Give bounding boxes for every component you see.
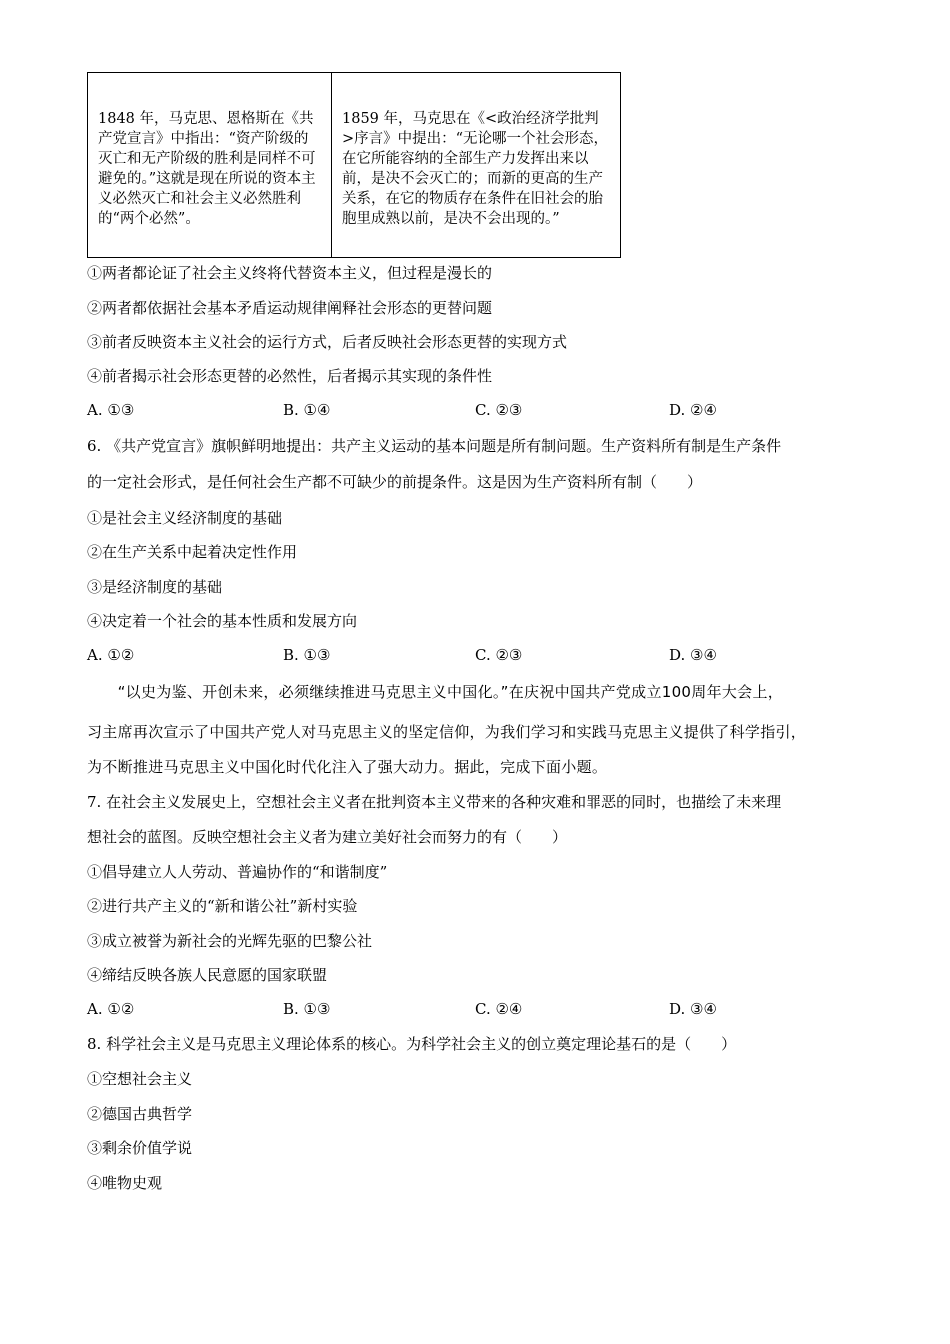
q5-item-4: ④前者揭示社会形态更替的必然性，后者揭示其实现的条件性	[87, 367, 493, 385]
q7-item-2: ②进行共产主义的“新和谐公社”新村实验	[87, 897, 358, 915]
q6-item-2: ②在生产关系中起着决定性作用	[87, 543, 298, 561]
q7-option-a[interactable]: A. ①②	[87, 1000, 135, 1018]
passage-line-2: 习主席再次宣示了中国共产党人对马克思主义的坚定信仰，为我们学习和实践马克思主义提供了科学指引，	[87, 723, 807, 741]
q6-option-c[interactable]: C. ②③	[475, 646, 523, 664]
q6-item-3: ③是经济制度的基础	[87, 578, 223, 596]
q6-item-1: ①是社会主义经济制度的基础	[87, 509, 283, 527]
q5-item-2: ②两者都依据社会基本矛盾运动规律阐释社会形态的更替问题	[87, 299, 493, 317]
q8-item-4: ④唯物史观	[87, 1174, 163, 1192]
q5-option-d[interactable]: D. ②④	[669, 401, 717, 419]
passage-line-3: 为不断推进马克思主义中国化时代化注入了强大动力。据此，完成下面小题。	[87, 758, 608, 776]
q5-options	[87, 400, 787, 420]
q7-stem-line-2: 想社会的蓝图。反映空想社会主义者为建立美好社会而努力的有（ ）	[87, 828, 568, 846]
q8-item-3: ③剩余价值学说	[87, 1139, 193, 1157]
q5-item-1: ①两者都论证了社会主义终将代替资本主义，但过程是漫长的	[87, 264, 493, 282]
q6-option-b[interactable]: B. ①③	[283, 646, 331, 664]
q6-item-4: ④决定着一个社会的基本性质和发展方向	[87, 612, 358, 630]
q6-option-a[interactable]: A. ①②	[87, 646, 135, 664]
passage-line-1: “以史为鉴、开创未来，必须继续推进马克思主义中国化。”在庆祝中国共产党成立100周年大会上，	[87, 683, 784, 701]
q7-option-c[interactable]: C. ②④	[475, 1000, 523, 1018]
q6-stem-line-1: 6. 《共产党宣言》旗帜鲜明地提出：共产主义运动的基本问题是所有制问题。生产资料所有制是生产条件	[87, 437, 782, 455]
q7-option-d[interactable]: D. ③④	[669, 1000, 717, 1018]
q5-option-c[interactable]: C. ②③	[475, 401, 523, 419]
q6-option-d[interactable]: D. ③④	[669, 646, 717, 664]
q7-item-4: ④缔结反映各族人民意愿的国家联盟	[87, 966, 328, 984]
q5-option-a[interactable]: A. ①③	[87, 401, 135, 419]
table-cell-1848: 1848 年，马克思、恩格斯在《共产党宣言》中指出：“资产阶级的灭亡和无产阶级的胜利是同样不可避免的。”这就是现在所说的资本主义必然灭亡和社会主义必然胜利的“两个必然”。	[88, 73, 332, 257]
q7-option-b[interactable]: B. ①③	[283, 1000, 331, 1018]
q8-stem: 8. 科学社会主义是马克思主义理论体系的核心。为科学社会主义的创立奠定理论基石的是（ ）	[87, 1035, 737, 1053]
q7-stem-line-1: 7. 在社会主义发展史上，空想社会主义者在批判资本主义带来的各种灾难和罪恶的同时，也描绘了未来理	[87, 793, 782, 811]
q5-item-3: ③前者反映资本主义社会的运行方式，后者反映社会形态更替的实现方式	[87, 333, 568, 351]
q8-item-1: ①空想社会主义	[87, 1070, 193, 1088]
quote-table	[87, 72, 621, 258]
q8-item-2: ②德国古典哲学	[87, 1105, 193, 1123]
table-cell-1859: 1859 年，马克思在《<政治经济学批判>序言》中提出：“无论哪一个社会形态，在它所能容纳的全部生产力发挥出来以前，是决不会灭亡的；而新的更高的生产关系，在它的物质存在条件在旧社会的胎胞里成熟以前，是决不会出现的。”	[342, 111, 609, 227]
q7-item-1: ①倡导建立人人劳动、普遍协作的“和谐制度”	[87, 863, 388, 881]
q6-stem-line-2: 的一定社会形式，是任何社会生产都不可缺少的前提条件。这是因为生产资料所有制（ ）	[87, 473, 703, 491]
q5-option-b[interactable]: B. ①④	[283, 401, 331, 419]
q7-options	[87, 999, 787, 1019]
q6-options	[87, 645, 787, 665]
q7-item-3: ③成立被誉为新社会的光辉先驱的巴黎公社	[87, 932, 373, 950]
